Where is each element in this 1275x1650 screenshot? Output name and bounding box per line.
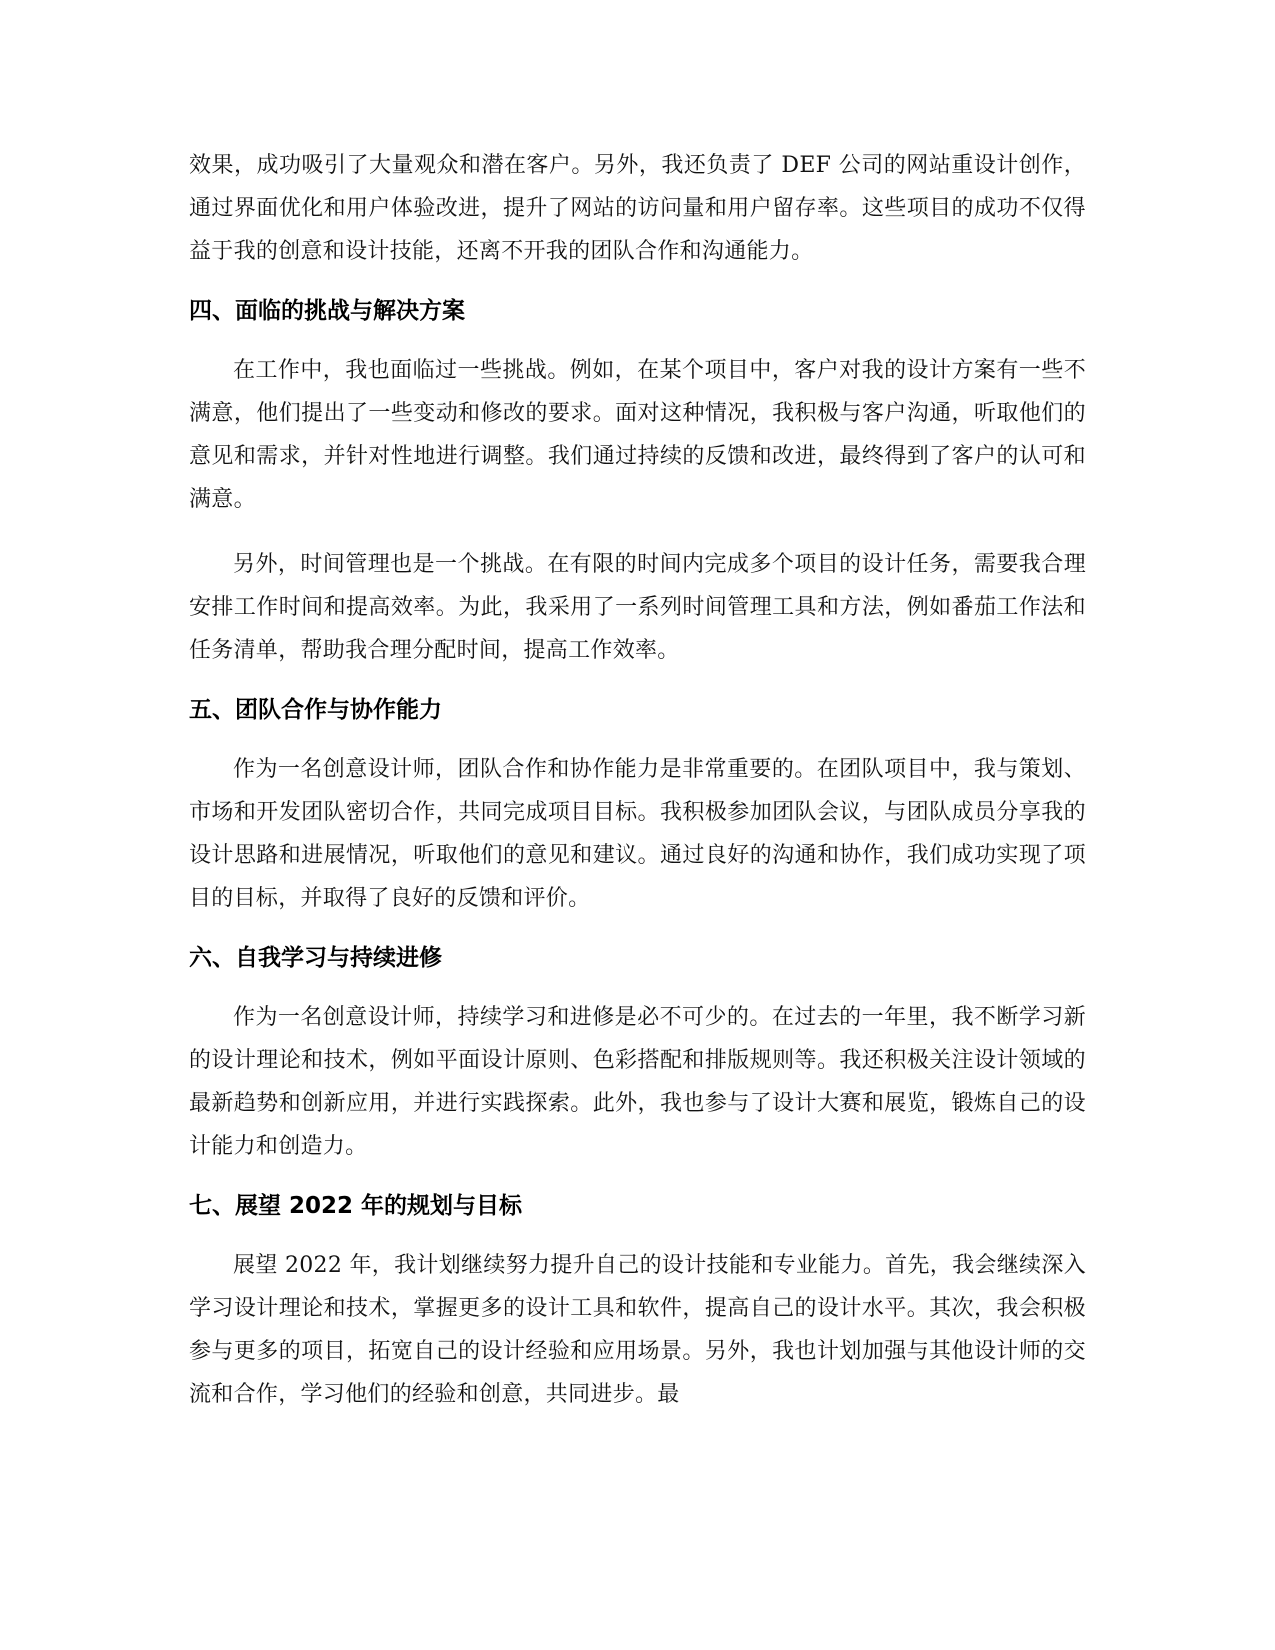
teamwork-paragraph: 作为一名创意设计师，团队合作和协作能力是非常重要的。在团队项目中，我与策划、市场和开发团队密切合作，共同完成项目目标。我积极参加团队会议，与团队成员分享我的设计思路和进展情况，听取他们的意见和建议。通过良好的沟通和协作，我们成功实现了项目的目标，并取得了良好的反馈和评价。 (189, 757, 1086, 911)
outlook-paragraph: 展望 2022 年，我计划继续努力提升自己的设计技能和专业能力。首先，我会继续深入学习设计理论和技术，掌握更多的设计工具和软件，提高自己的设计水平。其次，我会积极参与更多的项目，拓宽自己的设计经验和应用场景。另外，我也计划加强与其他设计师的交流和合作，学习他们的经验和创意，共同进步。最 (189, 1253, 1086, 1407)
intro-continuation-paragraph: 效果，成功吸引了大量观众和潜在客户。另外，我还负责了 DEF 公司的网站重设计创作，通过界面优化和用户体验改进，提升了网站的访问量和用户留存率。这些项目的成功不仅得益于我的创意和设计技能，还离不开我的团队合作和沟通能力。 (189, 153, 1086, 264)
learning-paragraph: 作为一名创意设计师，持续学习和进修是必不可少的。在过去的一年里，我不断学习新的设计理论和技术，例如平面设计原则、色彩搭配和排版规则等。我还积极关注设计领域的最新趋势和创新应用，并进行实践探索。此外，我也参与了设计大赛和展览，锻炼自己的设计能力和创造力。 (189, 1005, 1086, 1159)
challenges-paragraph-1: 在工作中，我也面临过一些挑战。例如，在某个项目中，客户对我的设计方案有一些不满意，他们提出了一些变动和修改的要求。面对这种情况，我积极与客户沟通，听取他们的意见和需求，并针对性地进行调整。我们通过持续的反馈和改进，最终得到了客户的认可和满意。 (189, 358, 1086, 512)
section-heading-teamwork: 五、团队合作与协作能力 (189, 697, 442, 723)
section-heading-challenges: 四、面临的挑战与解决方案 (189, 298, 465, 324)
document-page (189, 144, 1086, 1416)
challenges-paragraph-2: 另外，时间管理也是一个挑战。在有限的时间内完成多个项目的设计任务，需要我合理安排工作时间和提高效率。为此，我采用了一系列时间管理工具和方法，例如番茄工作法和任务清单，帮助我合理分配时间，提高工作效率。 (189, 552, 1086, 663)
section-heading-outlook: 七、展望 2022 年的规划与目标 (189, 1193, 523, 1219)
section-heading-learning: 六、自我学习与持续进修 (189, 945, 442, 971)
